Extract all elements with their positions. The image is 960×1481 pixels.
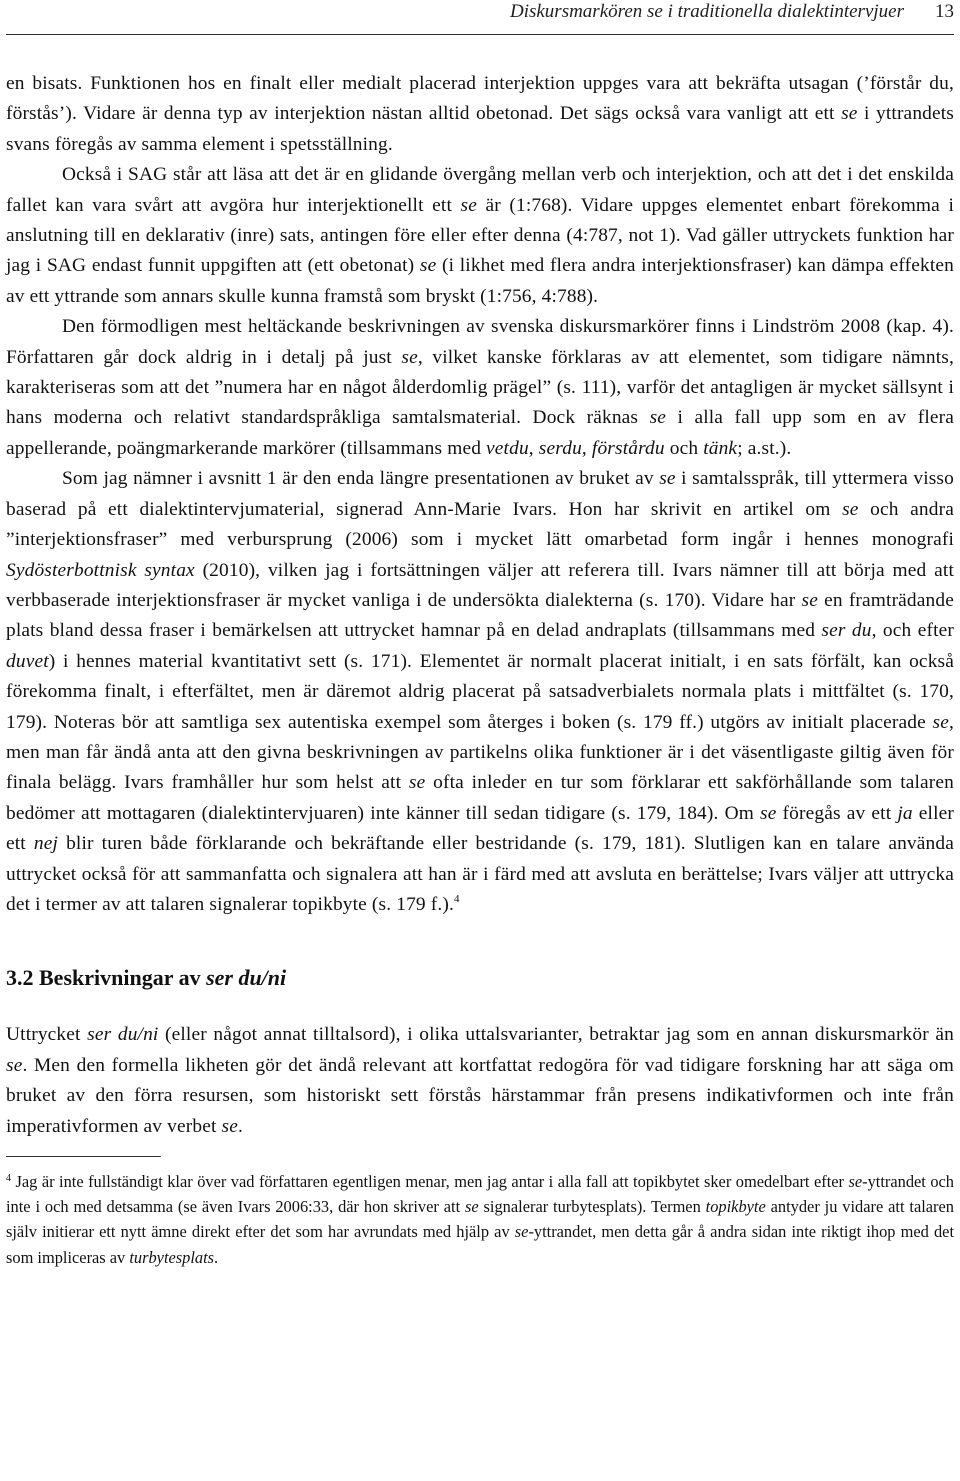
text-run: blir turen både förklarande och bekräftande eller bestridande (s. 179, 181). Slutligen kan en talare använda uttrycket också för att sammanfatta och signalera att han är i färd med att avsluta en berättelse; Ivars väljer att uttrycka det i termer av att talaren signalerar topikbyte (s. 179 f.). [6,833,954,915]
text-run: , vilket kanske förklaras av att elementet, som tidigare nämnts, karakteriseras som att det ”numera har en något ålderdomlig prägel” (s. 111), varför det antagligen är mycket sällsynt i hans moderna och relativt standardspråkliga samtalsmaterial. Dock räknas [6,346,954,429]
paragraph [6,1020,954,1142]
italic-term: tänk [703,437,738,459]
footnote-divider [6,1156,161,1157]
italic-term: se [842,498,859,520]
text-run: eller ett [6,802,954,855]
text-run: . [214,1247,219,1267]
italic-term: serdu [538,437,582,459]
text-run: och [664,437,704,459]
text-run: och andra ”interjektionsfraser” med verbursprung (2006) som i mycket lätt omarbetad form ingår i hennes monografi [6,498,954,551]
section-heading [6,964,954,992]
italic-term: se [401,346,418,368]
running-header [6,0,954,35]
italic-term: se [419,255,437,277]
text-run: (2010), vilken jag i fortsättningen väljer att referera till. Ivars nämner till att börja med att verbbaserade interjektionsfraser är mycket vanliga i de undersökta dialekterna (s. 170). Vidare har [6,559,954,611]
text-run: , och efter [871,620,954,642]
page-number: 13 [935,1,954,22]
section-heading-italic: ser du/ni [206,965,287,991]
text-run: -yttrandet, men detta går å andra sidan inte riktigt ihop med det som impliceras av [6,1222,954,1267]
italic-term: se [801,589,818,611]
italic-term: se [514,1222,529,1242]
italic-term: förstårdu [591,437,665,459]
text-run: -yttrandet och inte i och med detsamma (se även Ivars 2006:33, där hon skriver att [6,1172,955,1217]
italic-term: se [848,1172,863,1191]
text-run: en bisats. Funktionen hos en finalt eller medialt placerad interjektion uppges vara att bekräfta utsagan (’förstår du, förstås’). Vidare är denna typ av interjektion nästan alltid obetonad. Det sägs också vara vanligt att ett [6,73,954,125]
text-run: Jag är inte fullständigt klar över vad författaren egentligen menar, men jag antar i alla fall att topikbytet sker omedelbart efter [11,1172,849,1191]
text-run: föregås av ett [776,802,898,824]
italic-term: topikbyte [705,1197,766,1217]
italic-term: se [932,711,949,733]
italic-term: duvet [6,650,49,672]
text-run: Som jag nämner i avsnitt 1 är den enda längre presentationen av bruket av [62,468,660,490]
italic-term: vetdu [486,437,529,459]
italic-term: ser du [821,620,872,642]
italic-term: se [760,802,777,824]
italic-term: se [408,772,426,794]
text-run: , men man får ändå anta att den givna beskrivningen av partikelns olika funktioner är i det väsentligaste giltig även för finala belägg. Ivars framhåller hur som helst att [6,711,954,794]
paragraph [6,464,954,920]
text-run: , [581,437,592,459]
italic-term: se [465,1197,479,1217]
text-run: (eller något annat tilltalsord), i olika uttalsvarianter, betraktar jag som en annan diskursmarkör än [158,1024,955,1046]
text-run: signalerar turbytesplats). Termen [478,1197,706,1217]
footnote-marker: 4 [6,1173,11,1184]
italic-term: nej [33,833,59,855]
italic-term: turbytesplats [129,1247,215,1267]
italic-term: ja [897,802,913,824]
text-run: i alla fall upp som en av flera appellerande, poängmarkerande markörer (tillsammans med [6,407,954,459]
text-run: Den förmodligen mest heltäckande beskrivningen av svenska diskursmarkörer finns i Lindström 2008 (kap. 4). Författaren går dock aldrig in i detalj på just [6,316,954,368]
text-run: , [528,437,539,459]
body-text [6,69,954,920]
text-run: en framträdande plats bland dessa fraser i bemärkelsen att uttrycket hamnar på en delad andraplats (tillsammans med [6,589,954,642]
italic-term: ser du/ni [87,1024,159,1046]
italic-term: se [659,468,676,490]
italic-term: se [841,103,858,125]
document-page [6,0,954,1270]
text-run: . [237,1115,243,1137]
text-run: ) i hennes material kvantitativt sett (s. 171). Elementet är normalt placerat initialt, i en sats förfält, kan också förekomma finalt, i efterfältet, men är däremot aldrig placerat på satsadverbialets normala plats i mittfältet (s. 170, 179). Noteras bör att samtliga sex autentiska exempel som återges i boken (s. 179 ff.) utgörs av initialt placerade [6,650,954,733]
italic-term: se [460,194,477,216]
section-body [6,1020,954,1142]
text-run: i samtalsspråk, till yttermera visso baserad på ett dialektintervjumaterial, signerad Ann-Marie Ivars. Hon har skrivit en artikel om [6,468,954,520]
text-run: i yttrandets svans föregås av samma element i spetsställning. [6,103,954,155]
text-run: . Men den formella likheten gör det ändå relevant att kortfattat redogöra för vad tidigare forskning har att säga om bruket av den förra resursen, som historiskt sett förstås härstammar från presens indikativformen och inte från imperativformen av verbet [6,1054,954,1137]
footnote [6,1169,954,1270]
italic-term: Sydösterbottnisk syntax [6,559,195,581]
text-run: är (1:768). Vidare uppges elementet enbart förekomma i anslutning till en deklarativ (inre) sats, antingen före eller efter denna (4:787, not 1). Vad gäller uttryckets funktion har jag i SAG endast funnit uppgiften att (ett obetonat) [6,194,954,277]
italic-term: se [6,1054,23,1076]
italic-term: se [649,407,667,429]
text-run: ofta inleder en tur som förklarar ett sakförhållande som talaren bedömer att mottagaren (dialektintervjuaren) inte känner till sedan tidigare (s. 179, 184). Om [6,772,954,824]
text-run: ; a.st.). [737,437,792,459]
text-run: antyder ju vidare att talaren själv initierar ett nytt ämne direkt efter det som har avrundats med hjälp av [6,1197,954,1242]
paragraph [6,160,954,312]
text-run: Uttrycket [6,1024,88,1046]
section-heading-text: 3.2 Beskrivningar av [6,965,207,991]
text-run: Också i SAG står att läsa att det är en glidande övergång mellan verb och interjektion, och att det i det enskilda fallet kan vara svårt att avgöra hur interjektionellt ett [6,164,954,216]
running-title: Diskursmarkören se i traditionella dialektintervjuer [509,1,904,22]
text-run: (i likhet med flera andra interjektionsfraser) kan dämpa effekten av ett yttrande som annars skulle kunna framstå som bryskt (1:756, 4:788). [6,255,954,307]
italic-term: se [221,1115,238,1137]
paragraph [6,312,954,464]
footnote-marker: 4 [453,892,460,905]
paragraph [6,69,954,160]
